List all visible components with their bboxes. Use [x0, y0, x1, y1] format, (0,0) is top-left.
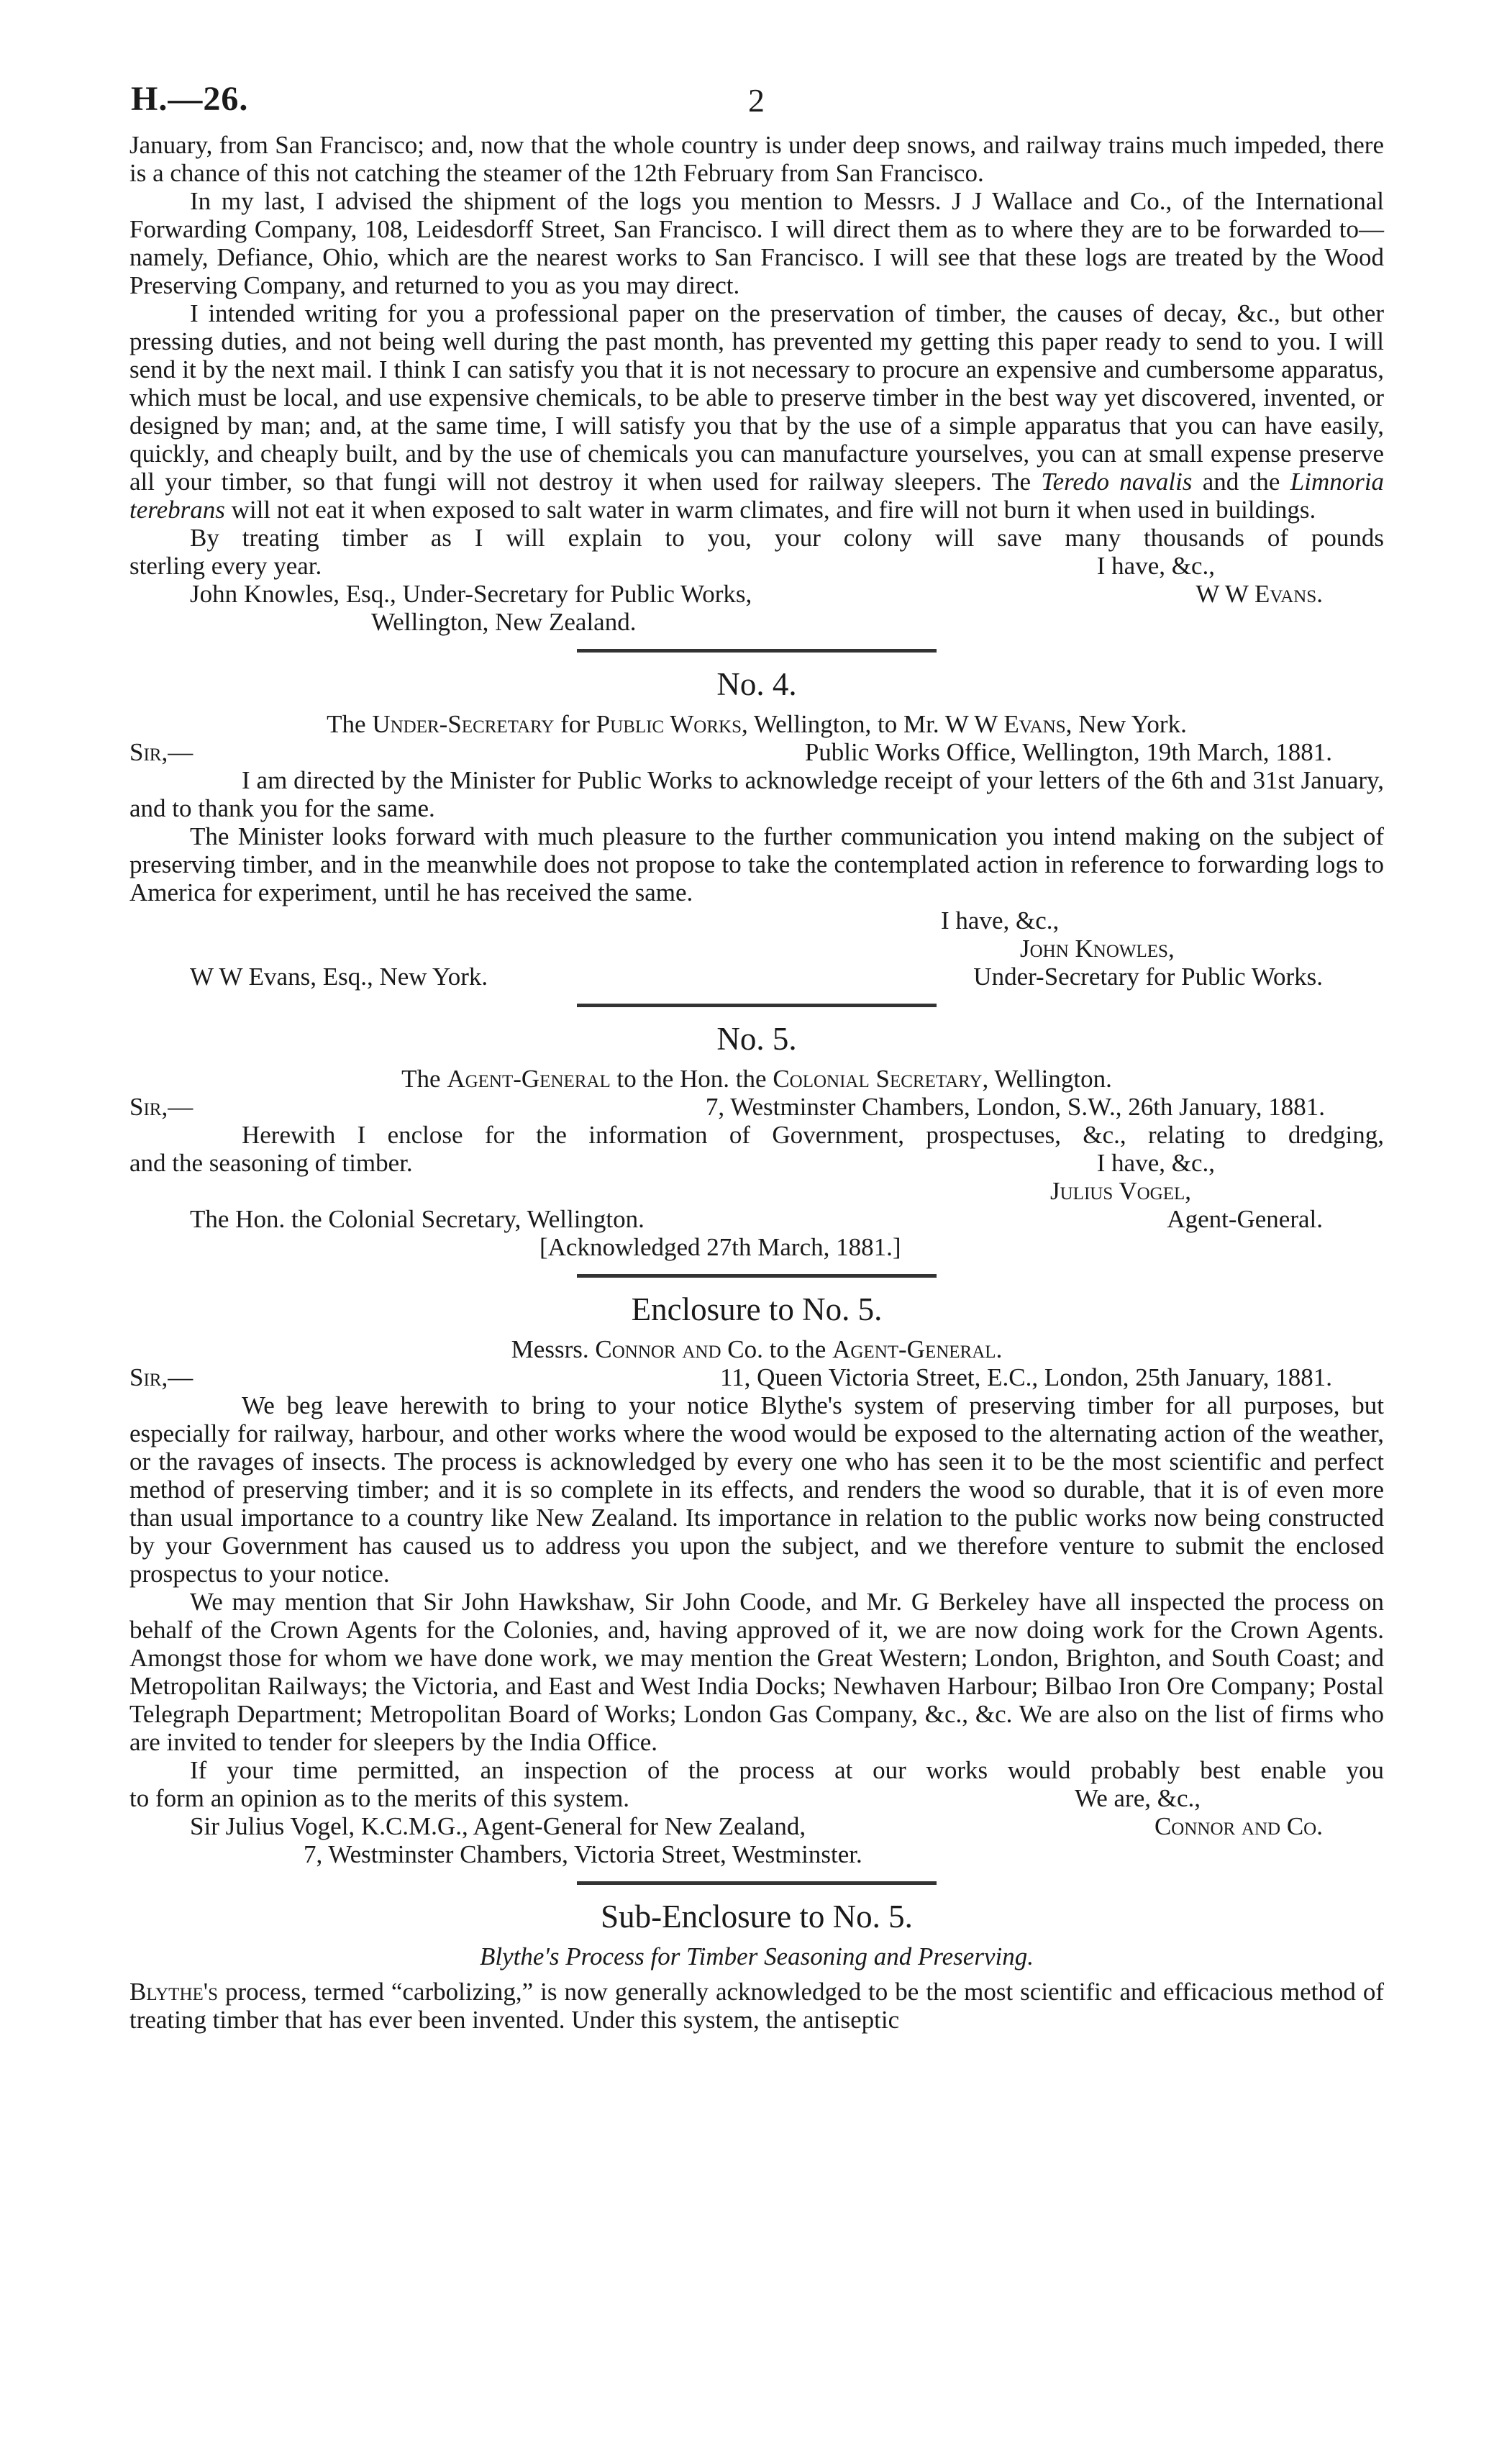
line	[129, 1093, 1384, 1121]
document-reference: H.—26.	[131, 80, 249, 118]
salutation: Sir,—	[129, 738, 193, 766]
section-subtitle: Blythe's Process for Timber Seasoning and Preserving.	[480, 1942, 1034, 1970]
acknowledgement: [Acknowledged 27th March, 1881.]	[539, 1233, 901, 1261]
line	[129, 1205, 1384, 1233]
line	[129, 738, 1384, 766]
signature: Julius Vogel,	[1050, 1177, 1192, 1205]
section-subtitle: Messrs. Connor and Co. to the Agent-General.	[511, 1335, 1003, 1363]
closing: I have, &c.,	[941, 906, 1060, 935]
line	[129, 1363, 1384, 1391]
page-header	[129, 79, 1384, 131]
signature: W W Evans.	[1196, 580, 1323, 608]
salutation: Sir,—	[129, 1363, 193, 1391]
signature: John Knowles,	[1020, 935, 1175, 963]
addressee: W W Evans, Esq., New York.	[190, 963, 488, 991]
section-title: Enclosure to No. 5.	[631, 1291, 883, 1327]
line	[129, 1812, 1384, 1840]
divider	[577, 1881, 937, 1885]
closing: We are, &c.,	[1075, 1784, 1201, 1812]
line: sterling every year. I have, &c.,	[129, 552, 1215, 580]
signature-title: Under-Secretary for Public Works.	[973, 963, 1323, 991]
paragraph: By treating timber as I will explain to you, your colony will save many thousands of pounds	[190, 524, 1384, 552]
paragraph: Herewith I enclose for the information of Government, prospectuses, &c., relating to dredging,	[242, 1121, 1384, 1149]
paragraph: Blythe's process, termed “carbolizing,” is now generally acknowledged to be the most scientific and efficacious method of treating timber that has ever been invented. Under this system, the antiseptic	[129, 1978, 1384, 2034]
paragraph: We may mention that Sir John Hawkshaw, Sir John Coode, and Mr. G Berkeley have all inspected the process on behalf of the Crown Agents for the Colonies, and, having approved of it, we are now doing work for the Crown Agents. Amongst those for whom we have done work, we may mention the Great Western; London, Brighton, and South Coast; and Metropolitan Railways; the Victoria, and East and West India Docks; Newhaven Harbour; Bilbao Iron Ore Company; Postal Telegraph Department; Metropolitan Board of Works; London Gas Company, &c., &c. We are also on the list of firms who are invited to tender for sleepers by the India Office.	[129, 1588, 1384, 1756]
paragraph: The Minister looks forward with much pleasure to the further communication you intend making on the subject of preserving timber, and in the meanwhile does not propose to take the contemplated action in reference to forwarding logs to America for experiment, until he has received the same.	[129, 822, 1384, 906]
addressee: The Hon. the Colonial Secretary, Wellington.	[190, 1205, 645, 1233]
signature: Connor and Co.	[1154, 1812, 1323, 1840]
dateline: 7, Westminster Chambers, London, S.W., 26th January, 1881.	[705, 1093, 1325, 1121]
divider	[577, 649, 937, 653]
line: and the seasoning of timber. I have, &c.,	[129, 1149, 1215, 1177]
paragraph: We beg leave herewith to bring to your notice Blythe's system of preserving timber for all purposes, but especially for railway, harbour, and other works where the wood would be exposed to the alternating action of the weather, or the ravages of insects. The process is acknowledged by every one who has seen it to be the most scientific and perfect method of preserving timber; and it is so complete in its effects, and renders the wood so durable, that it is of even more than usual importance to a country like New Zealand. Its importance in relation to the public works now being constructed by your Government has caused us to address you upon the subject, and we therefore venture to submit the enclosed prospectus to your notice.	[129, 1391, 1384, 1588]
divider	[577, 1274, 937, 1278]
closing: I have, &c.,	[1096, 1149, 1215, 1177]
paragraph: January, from San Francisco; and, now that the whole country is under deep snows, and railway trains much impeded, there is a chance of this not catching the steamer of the 12th February from San Francisco.	[129, 131, 1384, 187]
species-name: Limnoria terebrans	[129, 468, 1385, 524]
paragraph: I am directed by the Minister for Public Works to acknowledge receipt of your letters of the 6th and 31st January, and to thank you for the same.	[129, 766, 1384, 822]
addressee-place: 7, Westminster Chambers, Victoria Street, Westminster.	[304, 1840, 862, 1868]
addressee: John Knowles, Esq., Under-Secretary for Public Works,	[190, 580, 752, 608]
dateline: Public Works Office, Wellington, 19th March, 1881.	[804, 738, 1332, 766]
page-number: 2	[748, 82, 765, 119]
paragraph: I intended writing for you a professional paper on the preservation of timber, the causes of decay, &c., but other pressing duties, and not being well during the past month, has prevented my getting this paper ready to send to you. I will send it by the next mail. I think I can satisfy you that it is not necessary to procure an expensive and cumbersome apparatus, which must be local, and use expensive chemicals, to be able to preserve timber in the best way yet discovered, invented, or designed by man; and, at the same time, I will satisfy you that by the use of a simple apparatus that you can have easily, quickly, and cheaply built, and by the use of chemicals you can manufacture yourselves, you can at small expense preserve all your timber, so that fungi will not destroy it when used for railway sleepers. The Teredo navalis and the Limnoria terebrans will not eat it when exposed to salt water in warm climates, and fire will not burn it when used in buildings.	[129, 299, 1385, 524]
section-subtitle: The Under-Secretary for Public Works, Wellington, to Mr. W W Evans, New York.	[327, 710, 1187, 738]
line	[129, 580, 1384, 608]
paragraph: If your time permitted, an inspection of the process at our works would probably best enable you	[190, 1756, 1384, 1784]
addressee-place: Wellington, New Zealand.	[371, 608, 637, 636]
divider	[577, 1004, 937, 1007]
section-subtitle: The Agent-General to the Hon. the Colonial Secretary, Wellington.	[401, 1065, 1112, 1093]
line	[129, 963, 1384, 991]
salutation: Sir,—	[129, 1093, 193, 1121]
closing: I have, &c.,	[1096, 552, 1215, 580]
paragraph: In my last, I advised the shipment of the logs you mention to Messrs. J J Wallace and Co., of the International Forwarding Company, 108, Leidesdorff Street, San Francisco. I will direct them as to where they are to be forwarded to—namely, Defiance, Ohio, which are the nearest works to San Francisco. I will see that these logs are treated by the Wood Preserving Company, and returned to you as you may direct.	[129, 187, 1384, 299]
section-title: Sub-Enclosure to No. 5.	[601, 1899, 913, 1935]
signature-title: Agent-General.	[1167, 1205, 1323, 1233]
addressee: Sir Julius Vogel, K.C.M.G., Agent-General for New Zealand,	[190, 1812, 806, 1840]
section-title: No. 4.	[716, 666, 797, 702]
section-title: No. 5.	[716, 1021, 797, 1057]
species-name: Teredo navalis	[1041, 468, 1193, 496]
dateline: 11, Queen Victoria Street, E.C., London, 25th January, 1881.	[719, 1363, 1332, 1391]
line: to form an opinion as to the merits of this system. We are, &c.,	[129, 1784, 1201, 1812]
